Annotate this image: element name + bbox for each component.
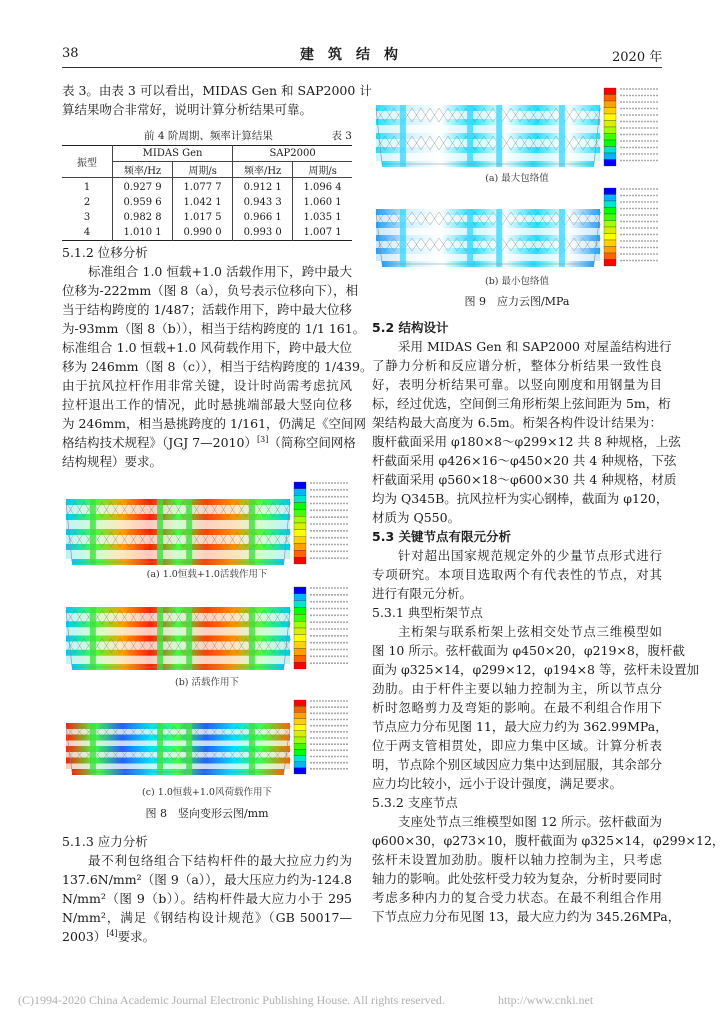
text-line [372, 356, 662, 375]
legend-swatch [604, 234, 616, 241]
legend-swatch [604, 101, 616, 108]
text-line [372, 470, 677, 489]
text-segment: （简称空间网格 [268, 435, 356, 450]
legend-swatch [604, 127, 616, 134]
text-line: 表 3。由表 3 可以看出，MIDAS Gen 和 SAP2000 计 [62, 83, 372, 98]
legend-swatch [294, 544, 306, 551]
web-region [66, 642, 290, 650]
value-cell: 0.982 8 [113, 210, 173, 225]
text-segment: 标准组合 1.0 恒载+1.0 活载作用下，跨中最大 [88, 264, 352, 279]
truss-column [496, 105, 502, 167]
truss-column [90, 499, 96, 565]
web-region [66, 741, 290, 747]
text-segment: N/mm²，满足《钢结构设计规范》（GB 50017— [62, 910, 352, 925]
value-cell: 1.060 1 [303, 197, 342, 208]
text-line [62, 281, 359, 300]
section-body [62, 851, 352, 946]
legend-swatch [604, 260, 616, 267]
legend-swatch [294, 608, 306, 615]
contour-plot [372, 86, 662, 170]
header-period: 周期/s [293, 162, 352, 178]
legend-swatch [604, 114, 616, 121]
legend-swatch [604, 140, 616, 147]
chord-band [66, 746, 290, 752]
table-row [62, 210, 352, 225]
legend-swatch [604, 253, 616, 260]
web-region [66, 505, 290, 514]
legend-swatch [294, 700, 306, 706]
legend-swatch [604, 88, 616, 95]
truss-column [467, 105, 473, 167]
legend-swatch [294, 509, 306, 516]
legend-swatch [604, 247, 616, 254]
text-line [62, 395, 352, 414]
legend-swatch [294, 768, 306, 774]
figure-8a [62, 480, 352, 572]
legend-swatch [294, 537, 306, 544]
figure-9a-caption: (a) 最大包络值 [485, 173, 549, 184]
text-segment: 了静力分析和反应谱分析，整体分析结果一致性良 [372, 358, 662, 373]
truss-column [186, 499, 192, 565]
text-segment: 2003） [62, 929, 107, 944]
value-cell: 0.943 3 [233, 195, 293, 210]
text-line [372, 546, 662, 565]
header-freq: 频率/Hz [113, 162, 173, 178]
text-line [62, 889, 352, 908]
web-region [66, 520, 290, 529]
web-region [66, 752, 290, 758]
section-heading: 5.2 结构设计 [372, 320, 449, 335]
text-segment: 轴力的影响。此处弦杆受力较为复杂，分析时要同时 [372, 871, 662, 886]
figure-9b-caption: (b) 最小包络值 [484, 276, 549, 287]
figure-8-caption: 图 8 竖向变形云图/mm [145, 807, 269, 820]
legend-swatch [294, 706, 306, 712]
text-segment: 应力均比较小，远小于设计强度，满足要求。 [372, 776, 623, 791]
text-segment: 标，经过优选，空间倒三角形桁架上弦间距为 5m，桁 [372, 396, 671, 411]
truss-column [249, 607, 255, 670]
legend-swatch [294, 749, 306, 755]
legend-swatch [294, 530, 306, 537]
cnki-link[interactable]: http://www.cnki.net [498, 993, 594, 1007]
truss-column [90, 723, 96, 775]
text-segment: φ600×30，φ273×10，腹杆截面为 φ325×14，φ299×12， [372, 833, 724, 848]
text-line [62, 338, 352, 357]
truss-column [157, 607, 163, 670]
text-line [62, 414, 367, 433]
journal-name: 建 筑 结 构 [300, 47, 398, 63]
web-region [376, 254, 600, 261]
citation-superscript: [3] [257, 434, 269, 444]
legend-swatch [294, 719, 306, 725]
value-cell: 1.035 1 [303, 212, 342, 223]
contour-plot [372, 186, 662, 270]
legend-swatch [294, 731, 306, 737]
text-segment: 支座处节点三维模型如图 12 所示。弦杆截面为 [398, 814, 662, 829]
web-region [376, 125, 600, 133]
legend-swatch [604, 214, 616, 221]
legend-swatch [294, 662, 306, 669]
text-segment: 采用 MIDAS Gen 和 SAP2000 对屋盖结构进行 [398, 339, 672, 354]
truss-column [559, 105, 565, 167]
web-region [376, 153, 600, 161]
text-line [372, 907, 681, 926]
section-heading: 5.1.2 位移分析 [62, 245, 148, 260]
value-cell: 0.927 9 [113, 178, 173, 196]
text-segment: 137.6N/mm²（图 9（a）），最大压应力约为-124.8 [62, 872, 352, 887]
legend-swatch [294, 642, 306, 649]
figure-8c [62, 698, 352, 782]
web-region [66, 764, 290, 770]
figure-8a-caption: (a) 1.0恒载+1.0活载作用下 [146, 569, 268, 580]
web-region [66, 656, 290, 664]
value-cell: 0.990 0 [173, 225, 233, 241]
section-heading: 5.3.2 支座节点 [372, 795, 458, 810]
figure-8b-caption: (b) 活载作用下 [174, 677, 239, 688]
text-segment: 格结构技术规程》（JGJ 7—2010） [62, 435, 257, 450]
text-segment: 拉杆退出工作的情况，此时悬挑端部最大竖向位移 [62, 397, 352, 412]
web-region [66, 627, 290, 635]
legend-swatch [604, 121, 616, 128]
legend-swatch [604, 95, 616, 102]
web-region [376, 139, 600, 147]
text-line [372, 679, 662, 698]
text-line [372, 831, 724, 850]
value-cell: 1.007 1 [303, 227, 342, 238]
legend-swatch [604, 208, 616, 215]
web-region [376, 241, 600, 248]
contour-plot [62, 585, 352, 673]
figure-8c-caption: (c) 1.0恒载+1.0风荷载作用下 [142, 787, 272, 798]
legend-swatch [604, 147, 616, 154]
header-midas: MIDAS Gen [113, 146, 233, 162]
text-segment: 明，节点除个别区域因应力集中达到屈服，其余部分 [372, 757, 662, 772]
legend-swatch [294, 635, 306, 642]
header-sap: SAP2000 [233, 146, 352, 162]
text-line [372, 508, 662, 527]
value-cell: 1.042 1 [173, 195, 233, 210]
text-segment: 结构规程）要求。 [62, 454, 163, 469]
section-heading: 5.3 关键节点有限元分析 [372, 529, 511, 544]
text-segment: 杆截面采用 φ560×18～φ600×30 共 4 种规格，材质 [372, 472, 677, 487]
mode-cell: 3 [62, 210, 113, 225]
intro-paragraph [62, 81, 372, 119]
text-segment: 杆截面采用 φ426×16～φ450×20 共 4 种规格，下弦 [372, 453, 677, 468]
text-line [372, 451, 677, 470]
text-segment: 位移为-222mm（图 8（a），负号表示位移向下），相 [62, 283, 359, 298]
text-segment: 考虑多种内力的复合受力状态。在最不利组合作用 [372, 890, 662, 905]
table-row [62, 225, 352, 241]
text-segment: 标准组合 1.0 恒载+1.0 风荷载作用下，跨中最大位 [62, 340, 352, 355]
truss-column [400, 209, 406, 267]
truss-column [186, 607, 192, 670]
text-line [372, 413, 662, 432]
legend-swatch [294, 762, 306, 768]
legend-swatch [294, 482, 306, 489]
value-cell: 0.912 1 [233, 178, 293, 196]
text-line [372, 717, 668, 736]
legend-swatch [604, 240, 616, 247]
legend-swatch [604, 201, 616, 208]
legend-swatch [294, 601, 306, 608]
legend-swatch [294, 725, 306, 731]
value-cell: 1.096 4 [303, 182, 342, 193]
section-5-2 [372, 318, 724, 926]
legend-swatch [604, 227, 616, 234]
legend-swatch [604, 195, 616, 202]
page-number: 38 [62, 46, 79, 61]
mode-cell: 2 [62, 195, 113, 210]
table-row [62, 195, 352, 210]
legend-swatch [294, 489, 306, 496]
text-line [62, 300, 352, 319]
legend-swatch [294, 523, 306, 530]
section-body [372, 622, 699, 793]
legend-swatch [294, 628, 306, 635]
text-line [372, 774, 662, 793]
contour-plot [62, 698, 352, 778]
legend-swatch [604, 188, 616, 195]
text-line [372, 736, 662, 755]
legend-swatch [294, 594, 306, 601]
legend-swatch [294, 649, 306, 656]
text-line [372, 641, 685, 660]
legend-swatch [604, 221, 616, 228]
section-5-1-2 [62, 243, 373, 471]
text-segment: 主桁架与联系桁架上弦相交处节点三维模型如 [398, 624, 662, 639]
table-3 [62, 145, 352, 241]
truss-column [467, 209, 473, 267]
text-line [372, 375, 662, 394]
truss-column [559, 209, 565, 267]
value-cell: 0.966 1 [233, 210, 293, 225]
legend-swatch [294, 712, 306, 718]
text-line [62, 433, 356, 452]
legend-swatch [294, 496, 306, 503]
chord-band [66, 758, 290, 764]
text-segment: 由于抗风拉杆作用非常关键，设计时尚需考虑抗风 [62, 378, 352, 393]
web-region [376, 215, 600, 222]
year: 2020 年 [612, 50, 663, 65]
text-segment: 当于结构跨度的 1/487；活载作用下，跨中最大位移 [62, 302, 352, 317]
table-row [62, 178, 352, 196]
value-cell: 0.959 6 [113, 195, 173, 210]
text-line [372, 394, 671, 413]
text-segment: 弦杆未设置加劲肋。腹杆以轴力控制为主，只考虑 [372, 852, 662, 867]
legend-swatch [294, 743, 306, 749]
text-segment: 材质为 Q550。 [372, 510, 461, 525]
legend-swatch [294, 503, 306, 510]
text-segment: 移为 246mm（图 8（c）），相当于结构跨度的 1/439。 [62, 359, 373, 374]
text-segment: 专项研究。本项目选取两个有代表性的节点，对其 [372, 567, 662, 582]
chord-band [66, 723, 290, 729]
text-line [372, 755, 662, 774]
text-segment: 位于两支管相贯处，即应力集中区域。计算分析表 [372, 738, 662, 753]
text-segment: 架结构最大高度为 6.5m。桁架各构件设计结果为： [372, 415, 662, 430]
legend-swatch [604, 134, 616, 141]
web-region [66, 729, 290, 735]
truss-column [249, 723, 255, 775]
section-body [372, 812, 724, 926]
text-segment: 析时忽略剪力及弯矩的影响。在最不利组合作用下 [372, 700, 662, 715]
text-line [372, 850, 662, 869]
text-line [62, 357, 373, 376]
mode-cell: 1 [62, 178, 113, 196]
text-line [372, 869, 662, 888]
text-line [62, 319, 366, 338]
truss-column [400, 105, 406, 167]
truss-column [186, 723, 192, 775]
legend-swatch [294, 516, 306, 523]
text-line [62, 376, 352, 395]
mode-cell: 4 [62, 225, 113, 241]
truss-column [496, 209, 502, 267]
value-cell: 1.017 5 [173, 210, 233, 225]
text-line [372, 660, 699, 679]
text-segment: 为 246mm，相当悬挑跨度的 1/161，仍满足《空间网 [62, 416, 367, 431]
text-line [62, 870, 352, 889]
text-segment: 均为 Q345B。抗风拉杆为实心钢棒，截面为 φ120， [372, 491, 669, 506]
legend-swatch [604, 108, 616, 115]
text-segment: 劲肋。由于杆件主要以轴力控制为主，所以节点分 [372, 681, 662, 696]
text-line [62, 908, 352, 927]
text-segment: 腹杆截面采用 φ180×8～φ299×12 共 8 种规格，上弦 [372, 434, 681, 449]
text-segment: 好，表明分析结果可靠。以竖向刚度和用钢量为目 [372, 377, 662, 392]
value-cell: 1.010 1 [113, 225, 173, 241]
text-segment: 最不利包络组合下结构杆件的最大拉应力约为 [88, 853, 352, 868]
header-mode: 振型 [62, 146, 113, 178]
legend-swatch [294, 587, 306, 594]
legend-swatch [294, 621, 306, 628]
header-period: 周期/s [173, 162, 233, 178]
citation-superscript: [4] [106, 928, 118, 938]
text-line: 算结果吻合非常好，说明计算分析结果可靠。 [62, 102, 313, 117]
text-line [372, 622, 662, 641]
legend-swatch [294, 550, 306, 557]
text-segment: 针对超出国家规范规定外的少量节点形式进行 [398, 548, 662, 563]
text-line [372, 698, 662, 717]
section-heading: 5.3.1 典型桁架节点 [372, 605, 483, 620]
legend-swatch [294, 557, 306, 564]
web-region [66, 535, 290, 544]
chord-band [66, 735, 290, 741]
section-body [372, 546, 662, 603]
section-body [62, 262, 373, 471]
figure-8b [62, 585, 352, 677]
text-line [372, 489, 669, 508]
text-line [62, 262, 352, 281]
table-title: 前 4 阶周期、频率计算结果 [144, 130, 273, 142]
section-body [372, 337, 681, 527]
text-line [62, 851, 352, 870]
legend-swatch [294, 756, 306, 762]
text-segment: 为-93mm（图 8（b）），相当于结构跨度的 1/1 161。 [62, 321, 366, 336]
text-line [372, 584, 662, 603]
legend-swatch [604, 160, 616, 167]
web-region [66, 550, 290, 559]
legend-swatch [294, 614, 306, 621]
web-region [66, 613, 290, 621]
text-line [372, 565, 662, 584]
header-rule [62, 67, 662, 68]
text-line [372, 337, 672, 356]
text-segment: 图 10 所示。弦杆截面为 φ450×20，φ219×8，腹杆截 [372, 643, 685, 658]
text-segment: 下节点应力分布见图 13，最大应力约为 345.26MPa， [372, 909, 681, 924]
truss-column [90, 607, 96, 670]
value-cell: 0.993 0 [233, 225, 293, 241]
table-label: 表 3 [331, 130, 352, 142]
text-segment: 进行有限元分析。 [372, 586, 473, 601]
text-line [62, 452, 352, 471]
web-region [376, 228, 600, 235]
section-5-1-3 [62, 832, 352, 946]
text-line [372, 432, 681, 451]
value-cell: 1.077 7 [173, 178, 233, 196]
legend-swatch [294, 655, 306, 662]
truss-column [157, 723, 163, 775]
section-heading: 5.1.3 应力分析 [62, 834, 148, 849]
text-segment: 要求。 [117, 929, 156, 944]
truss-column [249, 499, 255, 565]
figure-9b [372, 186, 662, 274]
web-region [376, 111, 600, 119]
copyright: (C)1994-2020 China Academic Journal Electronic Publishing House. All rights reserved. [18, 993, 445, 1007]
text-line [372, 888, 662, 907]
text-segment: N/mm²（图 9（b））。结构杆件最大应力小于 295 [62, 891, 352, 906]
figure-9-caption: 图 9 应力云图/MPa [464, 295, 570, 308]
contour-plot [62, 480, 352, 568]
header-freq: 频率/Hz [233, 162, 293, 178]
text-line [62, 927, 352, 946]
text-segment: 面为 φ325×14，φ299×12，φ194×8 等，弦杆未设置加 [372, 662, 699, 677]
text-line [372, 812, 662, 831]
figure-9a [372, 86, 662, 174]
legend-swatch [294, 737, 306, 743]
legend-swatch [604, 153, 616, 160]
truss-column [157, 499, 163, 565]
text-segment: 节点应力分布见图 11，最大应力约为 362.99MPa， [372, 719, 668, 734]
